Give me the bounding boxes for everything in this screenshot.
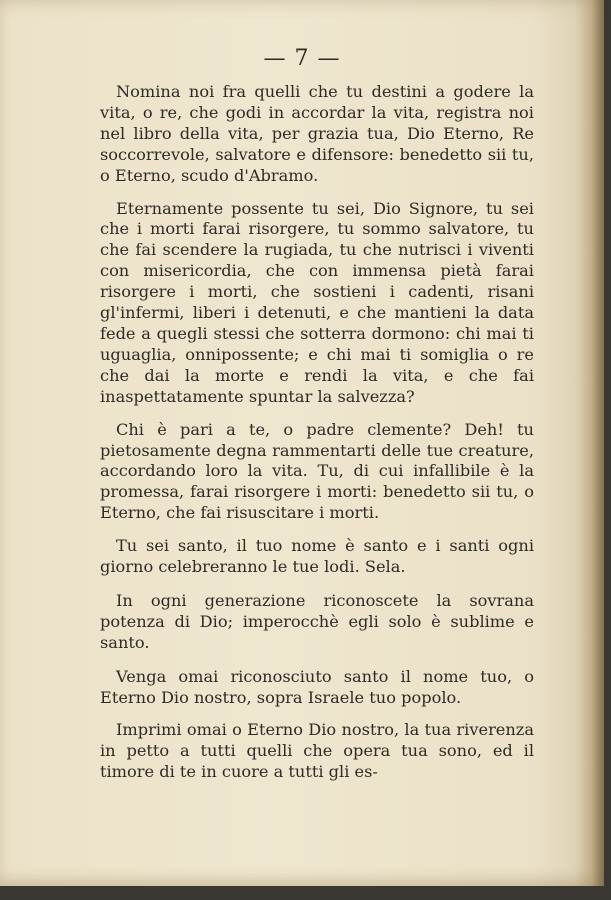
page-edge-shadow (574, 0, 604, 886)
page-number: — 7 — (263, 46, 341, 71)
paragraph-3: Chi è pari a te, o padre clemente? Deh! tu pietosamente degna rammentarti delle tue creature, accordando loro la vita. Tu, di cui infallibile è la promessa, farai risorgere i morti: benedetto sii tu, o Eterno, che fai risuscitare i morti. (100, 419, 534, 523)
paragraph-6: Venga omai riconosciuto santo il nome tuo, o Eterno Dio nostro, sopra Israele tuo popolo. (100, 666, 534, 707)
paragraph-2: Eternamente possente tu sei, Dio Signore, tu sei che i morti farai risorgere, tu sommo salvatore, tu che fai scendere la rugiada, tu che nutrisci i viventi con misericordia, che con immensa pietà farai risorgere i morti, che sostieni i cadenti, risani gl'infermi, liberi i detenuti, e che mantieni la data fede a quegli stessi che sotterra dormono: chi mai ti uguaglia, onnipossente; e chi mai ti somiglia o re che dai la morte e rendi la vita, e che fai inaspettatamente spuntar la salvezza? (100, 198, 534, 406)
paragraph-5: In ogni generazione riconoscete la sovrana potenza di Dio; imperocchè egli solo è sublime e santo. (100, 590, 534, 652)
paragraph-1: Nomina noi fra quelli che tu destini a godere la vita, o re, che godi in accordar la vita, registra noi nel libro della vita, per grazia tua, Dio Eterno, Re soccorrevole, salvatore e difensore: benedetto sii tu, o Eterno, scudo d'Abramo. (100, 82, 534, 185)
paragraph-4: Tu sei santo, il tuo nome è santo e i santi ogni giorno celebreranno le tue lodi. Sela. (100, 536, 534, 577)
paragraph-7: Imprimi omai o Eterno Dio nostro, la tua riverenza in petto a tutti quelli che opera tua sono, ed il timore di te in cuore a tutti gli es- (100, 720, 534, 782)
page-text (100, 82, 534, 794)
